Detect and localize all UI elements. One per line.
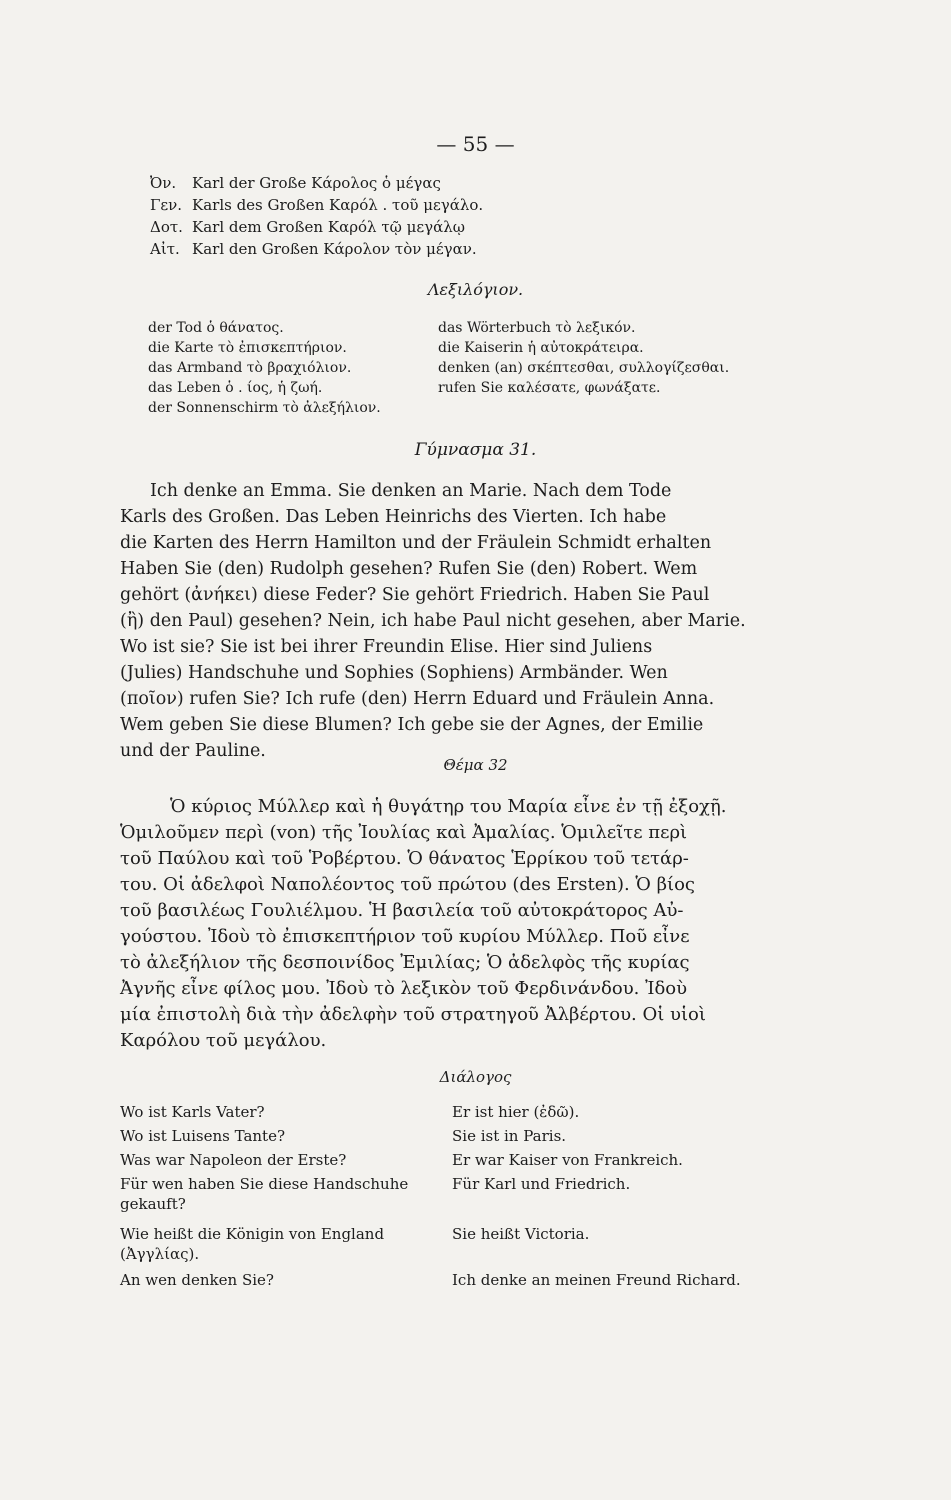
text-line: γούστου. Ἰδοὺ τὸ ἐπισκεπτήριον τοῦ κυρίου Μύλλερ. Ποῦ εἶνε bbox=[120, 926, 690, 947]
text-line: μία ἐπιστολὴ διὰ τὴν ἀδελφὴν τοῦ στρατηγοῦ Ἀλβέρτου. Οἱ υἱοὶ bbox=[120, 1004, 706, 1025]
vocab-entry: der Sonnenschirm τὸ ἀλεξήλιον. bbox=[148, 400, 381, 416]
declension-text: Karl dem Großen Καρόλ τῷ μεγάλῳ bbox=[192, 218, 465, 236]
case-label: Ὀν. bbox=[150, 174, 177, 192]
theme-heading: Θέμα 32 bbox=[443, 756, 508, 774]
case-label: Γεν. bbox=[150, 196, 183, 214]
text-line: Καρόλου τοῦ μεγάλου. bbox=[120, 1030, 327, 1051]
dialog-answer: Für Karl und Friedrich. bbox=[452, 1175, 631, 1193]
text-line: Haben Sie (den) Rudolph gesehen? Rufen Sie (den) Robert. Wem bbox=[120, 559, 698, 579]
theme-text bbox=[120, 794, 835, 1054]
dialog-list bbox=[120, 1102, 835, 1294]
vocab-entry: der Tod ὁ θάνατος. bbox=[148, 320, 284, 336]
declension-row bbox=[150, 172, 830, 194]
dialog-row bbox=[120, 1270, 835, 1294]
dialog-answer: Sie ist in Paris. bbox=[452, 1127, 567, 1145]
vocab-entry: rufen Sie καλέσατε, φωνάξατε. bbox=[438, 380, 661, 396]
text-line: (Julies) Handschuhe und Sophies (Sophiens) Armbänder. Wen bbox=[120, 663, 668, 683]
text-line: und der Pauline. bbox=[120, 741, 266, 761]
text-line: του. Οἱ ἀδελφοὶ Ναπολέοντος τοῦ πρώτου (des Ersten). Ὁ βίος bbox=[120, 874, 696, 895]
declension-row bbox=[150, 194, 830, 216]
text-line: gehört (ἀνήκει) diese Feder? Sie gehört Friedrich. Haben Sie Paul bbox=[120, 585, 710, 605]
text-line: Karls des Großen. Das Leben Heinrichs des Vierten. Ich habe bbox=[120, 507, 667, 527]
dialog-question: Wo ist Karls Vater? bbox=[120, 1103, 265, 1121]
declension-text: Karl der Große Κάρολος ὁ μέγας bbox=[192, 174, 441, 192]
text-line: die Karten des Herrn Hamilton und der Fräulein Schmidt erhalten bbox=[120, 533, 712, 553]
text-line: τὸ ἀλεξήλιον τῆς δεσποινίδος Ἐμιλίας; Ὁ ἀδελφὸς τῆς κυρίας bbox=[120, 952, 690, 973]
text-line: (ἢ) den Paul) gesehen? Nein, ich habe Paul nicht gesehen, aber Marie. bbox=[120, 611, 746, 631]
declension-row bbox=[150, 238, 830, 260]
dialog-question: An wen denken Sie? bbox=[120, 1271, 274, 1289]
dialog-row bbox=[120, 1102, 835, 1126]
text-line: Ich denke an Emma. Sie denken an Marie. Nach dem Tode bbox=[150, 481, 672, 501]
declension-text: Karl den Großen Κάρολον τὸν μέγαν. bbox=[192, 240, 477, 258]
vocab-entry: das Wörterbuch τὸ λεξικόν. bbox=[438, 320, 636, 336]
text-line: Wem geben Sie diese Blumen? Ich gebe sie der Agnes, der Emilie bbox=[120, 715, 704, 735]
vocab-entry: die Kaiserin ἡ αὐτοκράτειρα. bbox=[438, 340, 644, 356]
dialog-question: Wo ist Luisens Tante? bbox=[120, 1127, 285, 1145]
case-label: Αἰτ. bbox=[150, 240, 180, 258]
declension-row bbox=[150, 216, 830, 238]
text-line: τοῦ Παύλου καὶ τοῦ Ῥοβέρτου. Ὁ θάνατος Ἑρρίκου τοῦ τετάρ- bbox=[120, 848, 689, 869]
dialog-row bbox=[120, 1224, 835, 1270]
vocabulary-list bbox=[148, 318, 838, 418]
lexicon-heading: Λεξιλόγιον. bbox=[427, 280, 524, 299]
exercise-text bbox=[120, 478, 835, 764]
page-number: — 55 — bbox=[436, 132, 515, 156]
declension-text: Karls des Großen Καρόλ . τοῦ μεγάλο. bbox=[192, 196, 484, 214]
exercise-heading: Γύμνασμα 31. bbox=[414, 440, 537, 460]
dialog-question: Für wen haben Sie diese Handschuhe gekauft? bbox=[120, 1175, 409, 1213]
vocabulary-column-right bbox=[438, 318, 729, 418]
text-line: Ὁμιλοῦμεν περὶ (von) τῆς Ἰουλίας καὶ Ἀμαλίας. Ὁμιλεῖτε περὶ bbox=[120, 822, 688, 843]
dialog-answer: Sie heißt Victoria. bbox=[452, 1225, 590, 1243]
dialog-answer: Er ist hier (ἐδῶ). bbox=[452, 1103, 580, 1121]
text-line: Ἀγνῆς εἶνε φίλος μου. Ἰδοὺ τὸ λεξικὸν τοῦ Φερδινάνδου. Ἰδοὺ bbox=[120, 978, 688, 999]
vocab-entry: das Leben ὁ . ίος, ἡ ζωή. bbox=[148, 380, 323, 396]
dialog-question: Wie heißt die Königin von England (Ἀγγλίας). bbox=[120, 1225, 385, 1263]
declension-table bbox=[150, 172, 830, 260]
dialog-question: Was war Napoleon der Erste? bbox=[120, 1151, 347, 1169]
text-line: (ποῖον) rufen Sie? Ich rufe (den) Herrn Eduard und Fräulein Anna. bbox=[120, 689, 715, 709]
text-line: Ὁ κύριος Μύλλερ καὶ ἡ θυγάτηρ του Μαρία εἶνε ἐν τῇ ἐξοχῇ. bbox=[170, 796, 727, 817]
case-label: Δοτ. bbox=[150, 218, 183, 236]
dialog-row bbox=[120, 1126, 835, 1150]
dialog-row bbox=[120, 1150, 835, 1174]
dialog-heading: Διάλογος bbox=[439, 1068, 512, 1086]
dialog-row bbox=[120, 1174, 835, 1224]
vocabulary-column-left bbox=[148, 318, 438, 418]
vocab-entry: die Karte τὸ ἐπισκεπτήριον. bbox=[148, 340, 347, 356]
vocab-entry: das Armband τὸ βραχιόλιον. bbox=[148, 360, 352, 376]
text-line: τοῦ βασιλέως Γουλιέλμου. Ἡ βασιλεία τοῦ αὐτοκράτορος Αὐ- bbox=[120, 900, 684, 921]
dialog-answer: Ich denke an meinen Freund Richard. bbox=[452, 1271, 741, 1289]
dialog-answer: Er war Kaiser von Frankreich. bbox=[452, 1151, 683, 1169]
text-line: Wo ist sie? Sie ist bei ihrer Freundin Elise. Hier sind Juliens bbox=[120, 637, 653, 657]
vocab-entry: denken (an) σκέπτεσθαι, συλλογίζεσθαι. bbox=[438, 360, 730, 376]
